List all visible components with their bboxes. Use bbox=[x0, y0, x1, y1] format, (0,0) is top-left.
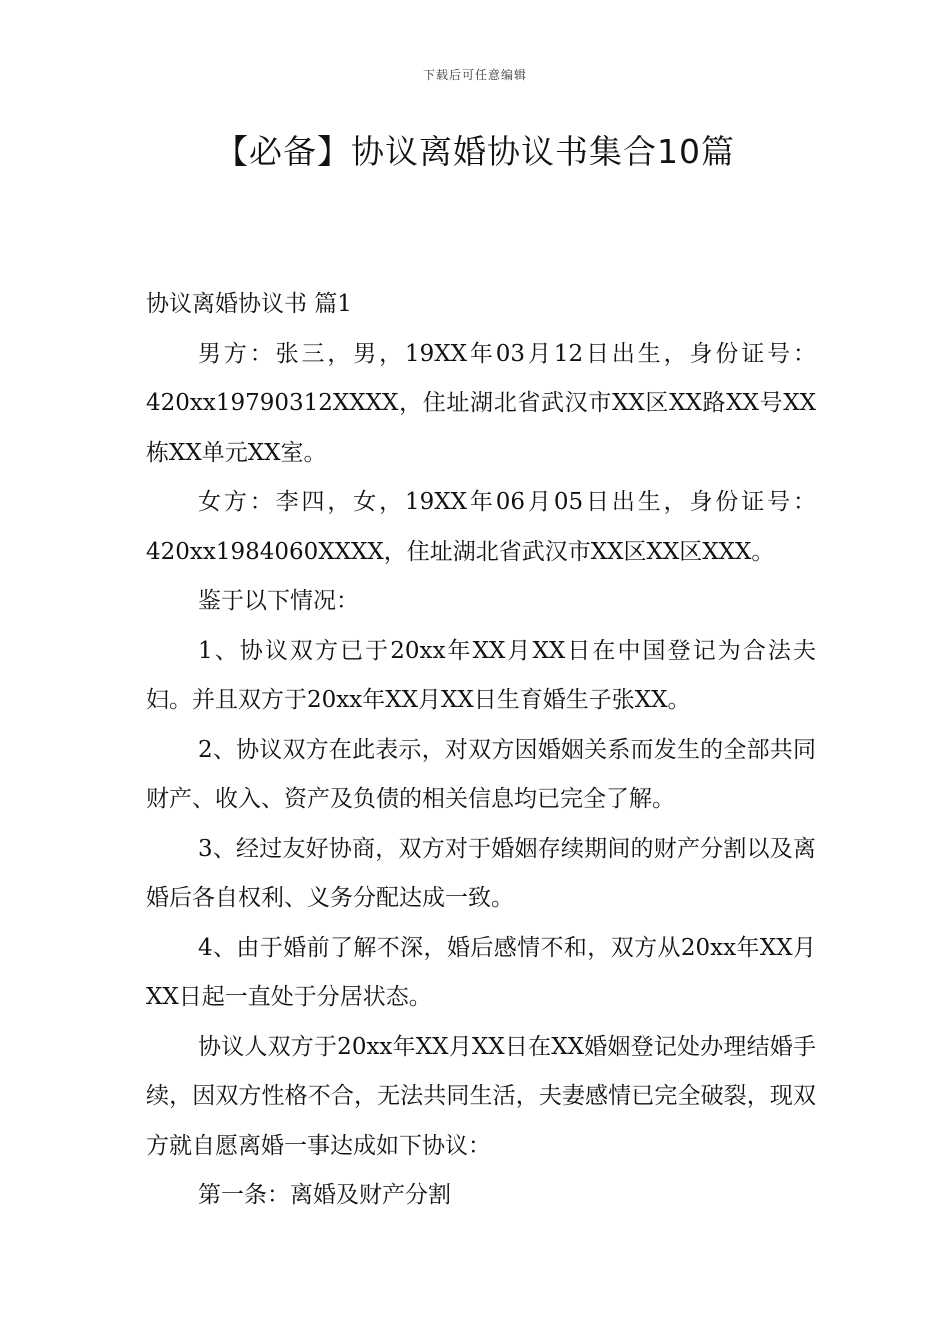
document-body bbox=[146, 280, 816, 1221]
paragraph-whereas: 鉴于以下情况： bbox=[198, 588, 359, 614]
paragraph-male-party: 男方：张三，男，19XX年03月12日出生，身份证号：420xx19790312XXXX，住址湖北省武汉市XX区XX路XX号XX栋XX单元XX室。 bbox=[146, 340, 816, 466]
paragraph-female-party: 女方：李四，女，19XX年06月05日出生，身份证号：420xx1984060XXXX，住址湖北省武汉市XX区XX区XXX。 bbox=[146, 489, 816, 565]
paragraph-item-3: 3、经过友好协商，双方对于婚姻存续期间的财产分割以及离婚后各自权利、义务分配达成一致。 bbox=[146, 835, 816, 911]
paragraph-item-2: 2、协议双方在此表示，对双方因婚姻关系而发生的全部共同财产、收入、资产及负债的相关信息均已完全了解。 bbox=[146, 736, 816, 812]
paragraph-agreement-intro: 协议人双方于20xx年XX月XX日在XX婚姻登记处办理结婚手续，因双方性格不合，无法共同生活，夫妻感情已完全破裂，现双方就自愿离婚一事达成如下协议： bbox=[146, 1033, 816, 1159]
section-heading: 协议离婚协议书 篇1 bbox=[146, 291, 352, 317]
header-note: 下载后可任意编辑 bbox=[422, 68, 527, 82]
paragraph-item-1: 1、协议双方已于20xx年XX月XX日在中国登记为合法夫妇。并且双方于20xx年XX月XX日生育婚生子张XX。 bbox=[146, 637, 816, 713]
document-title: 【必备】协议离婚协议书集合10篇 bbox=[215, 132, 735, 171]
paragraph-item-4: 4、由于婚前了解不深，婚后感情不和，双方从20xx年XX月XX日起一直处于分居状态。 bbox=[146, 934, 816, 1010]
paragraph-article-1-heading: 第一条：离婚及财产分割 bbox=[198, 1182, 451, 1208]
